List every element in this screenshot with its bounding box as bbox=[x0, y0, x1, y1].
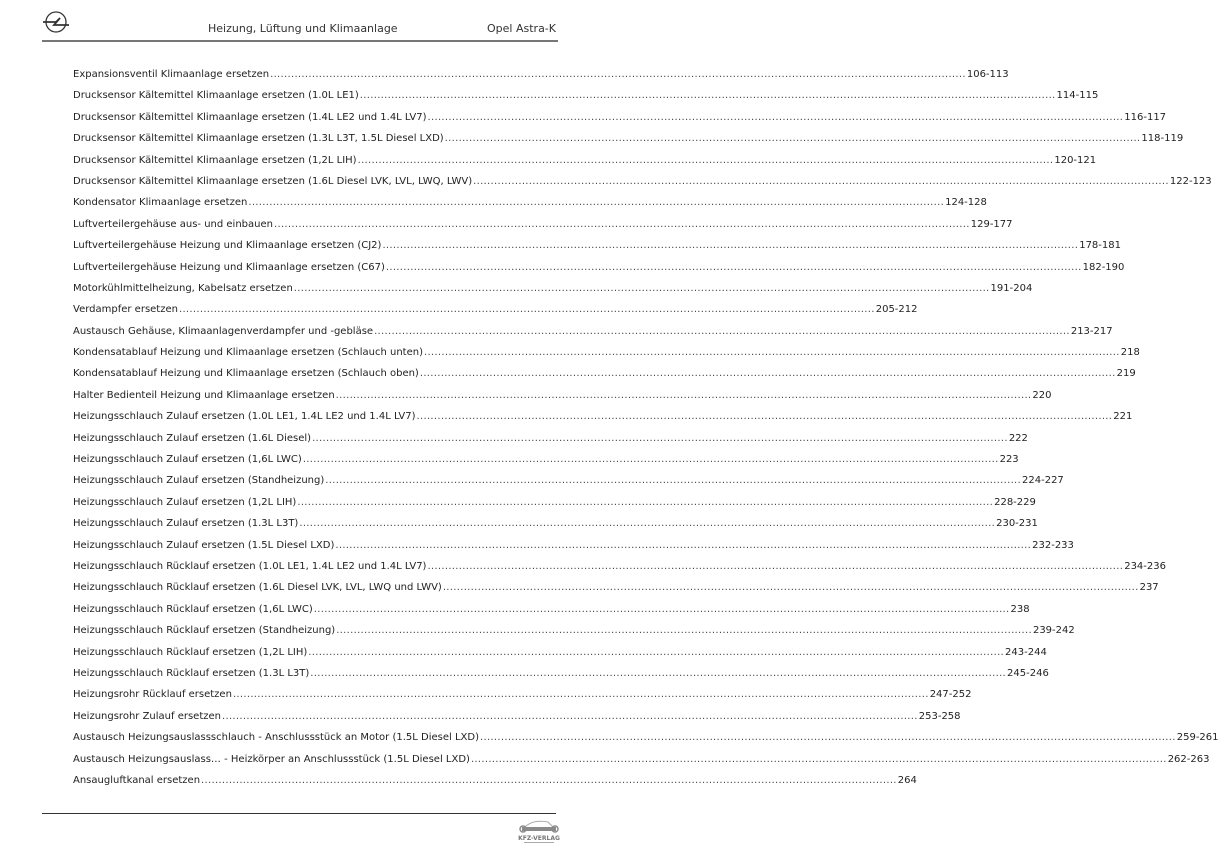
toc-entry-title: Austausch Heizungsauslass… - Heizkörper an Anschlussstück (1.5L Diesel LXD) bbox=[73, 753, 470, 765]
dot-leader: ........................................................................................................................................................................................................ bbox=[178, 304, 875, 316]
toc-entry[interactable] bbox=[73, 560, 1166, 581]
toc-entry[interactable] bbox=[73, 710, 961, 731]
toc-entry-title: Ansaugluftkanal ersetzen bbox=[73, 774, 201, 786]
toc-entry[interactable] bbox=[73, 346, 1140, 367]
toc-entry-pages: 122-123 bbox=[1169, 175, 1212, 187]
toc-entry-title: Heizungsrohr Rücklauf ersetzen bbox=[73, 689, 232, 701]
dot-leader: ........................................................................................................................................................................................................ bbox=[270, 69, 966, 80]
dot-leader: ........................................................................................................................................................................................................ bbox=[232, 689, 929, 701]
dot-leader: ........................................................................................................................................................................................................ bbox=[357, 154, 1054, 166]
toc-entry[interactable] bbox=[73, 410, 1133, 431]
dot-leader: ........................................................................................................................................................................................................ bbox=[293, 282, 990, 294]
toc-entry-title: Austausch Heizungsauslassschlauch - Anschlussstück an Motor (1.5L Diesel LXD) bbox=[73, 732, 479, 744]
toc-entry[interactable] bbox=[73, 218, 1013, 239]
toc-entry[interactable] bbox=[73, 667, 1049, 688]
toc-entry[interactable] bbox=[73, 111, 1167, 132]
toc-entry-title: Heizungsschlauch Zulauf ersetzen (1,6L LWC) bbox=[73, 454, 302, 466]
toc-entry[interactable] bbox=[73, 89, 1099, 110]
toc-entry-pages: 234-236 bbox=[1124, 560, 1166, 572]
dot-leader: ........................................................................................................................................................................................................ bbox=[313, 603, 1010, 615]
header-title: Heizung, Lüftung und Klimaanlage bbox=[208, 22, 398, 35]
toc-entry-title: Heizungsschlauch Rücklauf ersetzen (1,2L LIH) bbox=[73, 646, 308, 658]
toc-entry-pages: 238 bbox=[1010, 603, 1030, 615]
toc-entry-title: Heizungsschlauch Rücklauf ersetzen (1.6L Diesel LVK, LVL, LWQ und LWV) bbox=[73, 582, 442, 594]
toc-entry-pages: 205-212 bbox=[875, 304, 918, 316]
toc-entry-title: Drucksensor Kältemittel Klimaanlage ersetzen (1.0L LE1) bbox=[73, 90, 359, 102]
dot-leader: ........................................................................................................................................................................................................ bbox=[427, 111, 1124, 123]
dot-leader: ........................................................................................................................................................................................................ bbox=[444, 133, 1141, 145]
toc-entry-title: Kondensatablauf Heizung und Klimaanlage ersetzen (Schlauch oben) bbox=[73, 368, 419, 380]
toc-entry-pages: 262-263 bbox=[1167, 753, 1210, 765]
toc-entry-title: Heizungsschlauch Rücklauf ersetzen (1.3L L3T) bbox=[73, 667, 310, 679]
dot-leader: ........................................................................................................................................................................................................ bbox=[201, 774, 897, 786]
toc-entry[interactable] bbox=[73, 453, 1019, 474]
toc-entry-title: Heizungsschlauch Rücklauf ersetzen (1,6L LWC) bbox=[73, 603, 313, 615]
toc-entry-pages: 223 bbox=[999, 454, 1019, 466]
dot-leader: ........................................................................................................................................................................................................ bbox=[442, 582, 1139, 594]
toc-entry[interactable] bbox=[73, 389, 1052, 410]
toc-entry-title: Luftverteilergehäuse Heizung und Klimaanlage ersetzen (CJ2) bbox=[73, 240, 382, 252]
dot-leader: ........................................................................................................................................................................................................ bbox=[335, 539, 1032, 551]
toc-entry-pages: 120-121 bbox=[1054, 154, 1097, 166]
toc-entry[interactable] bbox=[73, 581, 1159, 602]
toc-entry-title: Expansionsventil Klimaanlage ersetzen bbox=[73, 69, 270, 80]
toc-entry-title: Heizungsschlauch Zulauf ersetzen (1.6L Diesel) bbox=[73, 432, 312, 444]
dot-leader: ........................................................................................................................................................................................................ bbox=[336, 625, 1032, 637]
toc-entry-title: Luftverteilergehäuse aus- und einbauen bbox=[73, 218, 273, 230]
toc-entry-pages: 114-115 bbox=[1056, 90, 1099, 102]
dot-leader: ........................................................................................................................................................................................................ bbox=[423, 347, 1120, 359]
toc-entry-pages: 253-258 bbox=[918, 710, 961, 722]
toc-entry[interactable] bbox=[73, 282, 1033, 303]
toc-entry-title: Kondensator Klimaanlage ersetzen bbox=[73, 197, 248, 209]
dot-leader: ........................................................................................................................................................................................................ bbox=[374, 325, 1070, 337]
toc-entry-title: Heizungsschlauch Rücklauf ersetzen (1.0L LE1, 1.4L LE2 und 1.4L LV7) bbox=[73, 560, 427, 572]
toc-entry-title: Heizungsschlauch Rücklauf ersetzen (Standheizung) bbox=[73, 625, 336, 637]
toc-entry-pages: 116-117 bbox=[1124, 111, 1167, 123]
toc-entry-title: Drucksensor Kältemittel Klimaanlage ersetzen (1.3L L3T, 1.5L Diesel LXD) bbox=[73, 133, 444, 145]
toc-entry-title: Austausch Gehäuse, Klimaanlagenverdampfer und -gebläse bbox=[73, 325, 374, 337]
dot-leader: ........................................................................................................................................................................................................ bbox=[273, 218, 970, 230]
toc-entry-title: Motorkühlmittelheizung, Kabelsatz ersetzen bbox=[73, 282, 293, 294]
toc-entry-pages: 106-113 bbox=[966, 69, 1009, 80]
toc-entry-title: Heizungsschlauch Zulauf ersetzen (1.3L L3T) bbox=[73, 518, 299, 530]
toc-entry-pages: 259-261 bbox=[1176, 732, 1219, 744]
dot-leader: ........................................................................................................................................................................................................ bbox=[297, 496, 994, 508]
toc-entry-pages: 264 bbox=[897, 774, 917, 786]
toc-entry-pages: 237 bbox=[1139, 582, 1159, 594]
toc-entry[interactable] bbox=[73, 688, 972, 709]
footer-divider bbox=[42, 813, 556, 814]
toc-entry-pages: 239-242 bbox=[1032, 625, 1075, 637]
dot-leader: ........................................................................................................................................................................................................ bbox=[385, 261, 1082, 273]
dot-leader: ........................................................................................................................................................................................................ bbox=[310, 667, 1007, 679]
opel-logo-icon bbox=[42, 8, 70, 36]
toc-entry-title: Drucksensor Kältemittel Klimaanlage ersetzen (1,2L LIH) bbox=[73, 154, 357, 166]
toc-entry[interactable] bbox=[73, 603, 1030, 624]
header-divider bbox=[42, 40, 558, 42]
toc-entry-pages: 129-177 bbox=[970, 218, 1013, 230]
toc-entry[interactable] bbox=[73, 68, 1009, 89]
toc-entry[interactable] bbox=[73, 646, 1047, 667]
toc-entry-title: Luftverteilergehäuse Heizung und Klimaanlage ersetzen (C67) bbox=[73, 261, 385, 273]
toc-entry-title: Drucksensor Kältemittel Klimaanlage ersetzen (1.4L LE2 und 1.4L LV7) bbox=[73, 111, 427, 123]
toc-entry-pages: 220 bbox=[1032, 389, 1052, 401]
dot-leader: ........................................................................................................................................................................................................ bbox=[427, 560, 1124, 572]
toc-entry-title: Verdampfer ersetzen bbox=[73, 304, 178, 316]
table-of-contents bbox=[73, 68, 1219, 795]
dot-leader: ........................................................................................................................................................................................................ bbox=[222, 710, 918, 722]
toc-entry-title: Heizungsschlauch Zulauf ersetzen (Standheizung) bbox=[73, 475, 325, 487]
dot-leader: ........................................................................................................................................................................................................ bbox=[299, 518, 996, 530]
toc-entry-title: Heizungsschlauch Zulauf ersetzen (1,2L LIH) bbox=[73, 496, 297, 508]
toc-entry-pages: 247-252 bbox=[929, 689, 972, 701]
svg-text:KFZ-VERLAG: KFZ-VERLAG bbox=[518, 835, 560, 842]
dot-leader: ........................................................................................................................................................................................................ bbox=[382, 240, 1079, 252]
dot-leader: ........................................................................................................................................................................................................ bbox=[473, 175, 1169, 187]
toc-entry[interactable] bbox=[73, 325, 1113, 346]
toc-entry-title: Drucksensor Kältemittel Klimaanlage ersetzen (1.6L Diesel LVK, LVL, LWQ, LWV) bbox=[73, 175, 473, 187]
toc-entry[interactable] bbox=[73, 367, 1136, 388]
toc-entry[interactable] bbox=[73, 432, 1028, 453]
toc-entry-pages: 219 bbox=[1116, 368, 1136, 380]
toc-entry-pages: 224-227 bbox=[1022, 475, 1064, 487]
dot-leader: ........................................................................................................................................................................................................ bbox=[479, 732, 1176, 744]
toc-entry[interactable] bbox=[73, 132, 1184, 153]
dot-leader: ........................................................................................................................................................................................................ bbox=[302, 454, 999, 466]
toc-entry-title: Heizungsschlauch Zulauf ersetzen (1.0L LE1, 1.4L LE2 und 1.4L LV7) bbox=[73, 411, 416, 423]
kfz-verlag-logo-icon bbox=[518, 816, 560, 846]
toc-entry-title: Heizungsschlauch Zulauf ersetzen (1.5L Diesel LXD) bbox=[73, 539, 335, 551]
toc-entry[interactable] bbox=[73, 774, 917, 795]
dot-leader: ........................................................................................................................................................................................................ bbox=[248, 197, 945, 209]
toc-entry-pages: 221 bbox=[1113, 411, 1133, 423]
toc-entry[interactable] bbox=[73, 239, 1121, 260]
toc-entry-pages: 182-190 bbox=[1082, 261, 1125, 273]
toc-entry[interactable] bbox=[73, 196, 987, 217]
toc-entry-pages: 232-233 bbox=[1032, 539, 1074, 551]
toc-entry[interactable] bbox=[73, 624, 1075, 645]
toc-entry-pages: 222 bbox=[1008, 432, 1028, 444]
dot-leader: ........................................................................................................................................................................................................ bbox=[312, 432, 1008, 444]
toc-entry[interactable] bbox=[73, 517, 1038, 538]
dot-leader: ........................................................................................................................................................................................................ bbox=[419, 368, 1116, 380]
toc-entry-title: Kondensatablauf Heizung und Klimaanlage ersetzen (Schlauch unten) bbox=[73, 347, 423, 359]
dot-leader: ........................................................................................................................................................................................................ bbox=[470, 753, 1167, 765]
toc-entry-pages: 228-229 bbox=[994, 496, 1036, 508]
toc-entry-title: Halter Bedienteil Heizung und Klimaanlage ersetzen bbox=[73, 389, 335, 401]
toc-entry[interactable] bbox=[73, 731, 1219, 752]
dot-leader: ........................................................................................................................................................................................................ bbox=[359, 90, 1056, 102]
toc-entry[interactable] bbox=[73, 474, 1064, 495]
toc-entry-pages: 118-119 bbox=[1141, 133, 1184, 145]
toc-entry-pages: 245-246 bbox=[1007, 667, 1049, 679]
toc-entry-pages: 178-181 bbox=[1079, 240, 1121, 252]
toc-entry[interactable] bbox=[73, 753, 1210, 774]
toc-entry[interactable] bbox=[73, 154, 1097, 175]
dot-leader: ........................................................................................................................................................................................................ bbox=[416, 411, 1113, 423]
toc-entry-title: Heizungsrohr Zulauf ersetzen bbox=[73, 710, 221, 722]
toc-entry-pages: 243-244 bbox=[1005, 646, 1047, 658]
dot-leader: ........................................................................................................................................................................................................ bbox=[325, 475, 1022, 487]
toc-entry[interactable] bbox=[73, 175, 1212, 196]
toc-entry-pages: 191-204 bbox=[990, 282, 1033, 294]
toc-entry-pages: 218 bbox=[1120, 347, 1140, 359]
toc-entry[interactable] bbox=[73, 303, 918, 324]
toc-entry[interactable] bbox=[73, 496, 1036, 517]
toc-entry-pages: 124-128 bbox=[945, 197, 987, 209]
dot-leader: ........................................................................................................................................................................................................ bbox=[308, 646, 1005, 658]
toc-entry[interactable] bbox=[73, 261, 1125, 282]
dot-leader: ........................................................................................................................................................................................................ bbox=[335, 389, 1032, 401]
header-model: Opel Astra-K bbox=[487, 22, 556, 35]
toc-entry-pages: 213-217 bbox=[1070, 325, 1113, 337]
toc-entry[interactable] bbox=[73, 539, 1074, 560]
toc-entry-pages: 230-231 bbox=[996, 518, 1038, 530]
